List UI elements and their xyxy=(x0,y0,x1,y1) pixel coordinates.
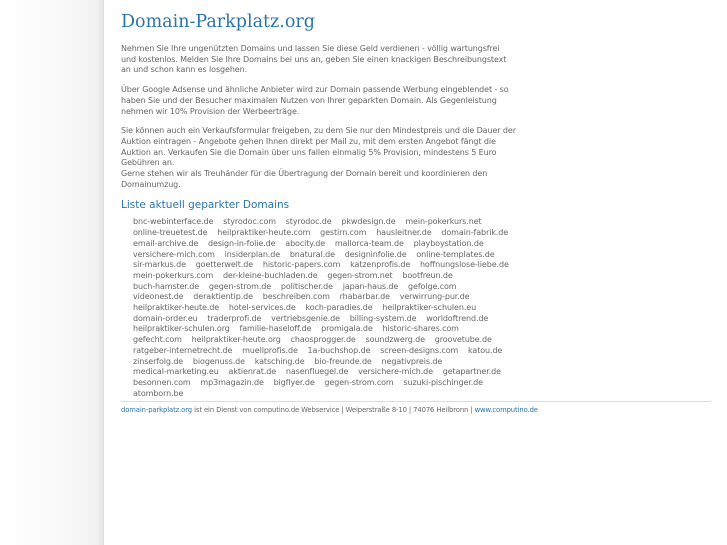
intro-paragraph-4: Gerne stehen wir als Treuhänder für die Übertragung der Domain bereit und koordinieren den Domainumzug. xyxy=(121,169,488,189)
domain-list-item: besonnen.com xyxy=(133,377,191,387)
domain-list-item: aktienrat.de xyxy=(228,367,277,377)
domain-list-item: katsching.de xyxy=(254,356,305,366)
footer-text: ist ein Dienst von computino.de Webservice | Weiperstraße 8-10 | 74076 Heilbronn | xyxy=(194,406,473,414)
domain-list-item: getapartner.de xyxy=(442,367,501,377)
domain-list-item: bigflyer.de xyxy=(273,377,315,387)
domain-list-item: abocity.de xyxy=(285,238,326,248)
domain-list-item: gegen-strom.com xyxy=(324,377,394,387)
domain-list-item: bnc-webinterface.de xyxy=(133,217,214,227)
domain-list-item: videonest.de xyxy=(133,292,184,302)
domain-list-item: der-kleine-buchladen.de xyxy=(222,270,318,280)
domain-list-item: mein-pokerkurs.com xyxy=(133,270,214,280)
domain-list-item: hotel-services.de xyxy=(228,303,296,313)
domain-list-item: domain-order.eu xyxy=(133,313,198,323)
domain-list-item: bio-freunde.de xyxy=(314,356,372,366)
domain-list-item: email-archive.de xyxy=(133,238,199,248)
domain-list-item: mp3magazin.de xyxy=(200,377,264,387)
site-title: Domain-Parkplatz.org xyxy=(121,12,315,32)
domain-list-item: buch-hamster.de xyxy=(133,281,200,291)
domain-list-item: gegen-strom.net xyxy=(327,270,393,280)
footer-company-link[interactable]: www.computino.de xyxy=(474,406,538,414)
domain-list-item: online-treuetest.de xyxy=(133,228,208,238)
footer xyxy=(121,401,711,414)
domain-list-item: design-in-folie.de xyxy=(208,238,276,248)
domain-list-item: heilpraktiker-heute.org xyxy=(191,335,281,345)
domain-list-item: gestirn.com xyxy=(320,228,367,238)
domain-list-item: gegen-strom.de xyxy=(208,281,272,291)
domain-list-item: heilpraktiker-schulen.eu xyxy=(382,303,477,313)
domain-list-item: hausleitner.de xyxy=(376,228,432,238)
intro-paragraph-1: Nehmen Sie Ihre ungenützten Domains und lassen Sie diese Geld verdienen - völlig wartungsfrei und kostenlos. Melden Sie Ihre Domains bei uns an, geben Sie einen knackigen Beschreibungstext an und schon kann es losgehen. xyxy=(121,44,507,75)
domain-list-item: styrodoc.com xyxy=(223,217,276,227)
domains-section-heading: Liste aktuell geparkter Domains xyxy=(121,199,290,212)
domain-list-item: atomborn.be xyxy=(133,388,184,398)
domain-list-item: familie-haseloff.de xyxy=(239,324,312,334)
domain-list-item: mallorca-team.de xyxy=(334,238,404,248)
domain-list-item: suzuki-pischinger.de xyxy=(403,377,483,387)
domain-list-item: traderprofi.de xyxy=(207,313,262,323)
domain-list-item: gefolge.com xyxy=(408,281,457,291)
domain-list-item: deraktientip.de xyxy=(193,292,253,302)
domain-list-item: biogenuss.de xyxy=(192,356,245,366)
domain-list-item: beschreiben.com xyxy=(262,292,330,302)
footer-site-link[interactable]: domain-parkplatz.org xyxy=(121,406,193,414)
domain-list-item: goetterwelt.de xyxy=(195,260,254,270)
domain-list-item: katzenprofis.de xyxy=(350,260,411,270)
domain-list-item: katou.de xyxy=(468,345,503,355)
domain-list-item: mein-pokerkurs.net xyxy=(405,217,482,227)
domain-list-item: designinfolie.de xyxy=(344,249,407,259)
domain-list-item: japan-haus.de xyxy=(342,281,399,291)
domain-list-item: vertriebsgenie.de xyxy=(271,313,340,323)
domain-list-item: billing-system.de xyxy=(349,313,417,323)
domain-list-item: 1a-buchshop.de xyxy=(307,345,371,355)
left-decorative-stripe xyxy=(0,0,104,545)
domain-list-item: historic-shares.com xyxy=(382,324,459,334)
domain-list-item: bnatural.de xyxy=(289,249,335,259)
domain-list-item: negativpreis.de xyxy=(381,356,443,366)
domain-list-item: versichere-mich.de xyxy=(358,367,433,377)
domain-list-item: verwirrung-pur.de xyxy=(399,292,470,302)
domain-list-item: groovetube.de xyxy=(434,335,492,345)
domain-list-item: muellprofis.de xyxy=(242,345,298,355)
domain-list-item: bootfreun.de xyxy=(402,270,453,280)
domain-list-item: chaosprogger.de xyxy=(290,335,356,345)
intro-paragraph-2: Über Google Adsense und ähnliche Anbieter wird zur Domain passende Werbung eingeblendet - so haben Sie und der Besucher maximalen Nutzen von Ihrer geparkten Domain. Als Gegenleistung nehmen wir 10% Provision der Werbeerträge. xyxy=(121,85,509,116)
domain-list-item: pkwdesign.de xyxy=(341,217,396,227)
domain-list-item: screen-designs.com xyxy=(380,345,459,355)
domain-list-item: heilpraktiker-heute.de xyxy=(133,303,220,313)
domain-list-item: rhabarbar.de xyxy=(339,292,390,302)
domain-list-item: online-templates.de xyxy=(416,249,495,259)
domain-list-item: soundzwerg.de xyxy=(365,335,425,345)
domain-list-item: politischer.de xyxy=(280,281,333,291)
domain-list-item: worldoftrend.de xyxy=(426,313,489,323)
domain-list-item: domain-fabrik.de xyxy=(441,228,509,238)
domain-list-item: historic-papers.com xyxy=(262,260,341,270)
domain-list-item: insiderplan.de xyxy=(224,249,281,259)
intro-content xyxy=(121,44,516,399)
domain-list-item: promigala.de xyxy=(321,324,373,334)
domain-list-item: styrodoc.de xyxy=(285,217,332,227)
domain-list-item: gefecht.com xyxy=(133,335,182,345)
intro-paragraph-3: Sie können auch ein Verkaufsformular freigeben, zu dem Sie nur den Mindestpreis und die Dauer der Auktion eintragen - Angebote gehen Ihnen direkt per Mail zu, mit dem ersten Angebot fängt die Auktion an. Verkaufen Sie die Domain über uns fallen einmalig 5% Provision, mindestens 5 Euro Gebühren an. xyxy=(121,126,516,168)
domain-list-item: medical-marketing.eu xyxy=(133,367,219,377)
domain-list-item: heilpraktiker-heute.com xyxy=(217,228,311,238)
domain-list-item: hoffnungslose-liebe.de xyxy=(419,260,509,270)
domain-list-item: zinserfolg.de xyxy=(133,356,184,366)
domain-list-item: koch-paradies.de xyxy=(305,303,373,313)
domain-list-item: heilpraktiker-schulen.org xyxy=(133,324,230,334)
domain-list xyxy=(121,217,518,399)
domain-list-item: sir-markus.de xyxy=(133,260,186,270)
domain-list-item: playboystation.de xyxy=(413,238,484,248)
domain-list-item: versichere-mich.com xyxy=(133,249,215,259)
domain-list-item: ratgeber-internetrecht.de xyxy=(133,345,233,355)
domain-list-item: nasenfluegel.de xyxy=(285,367,349,377)
